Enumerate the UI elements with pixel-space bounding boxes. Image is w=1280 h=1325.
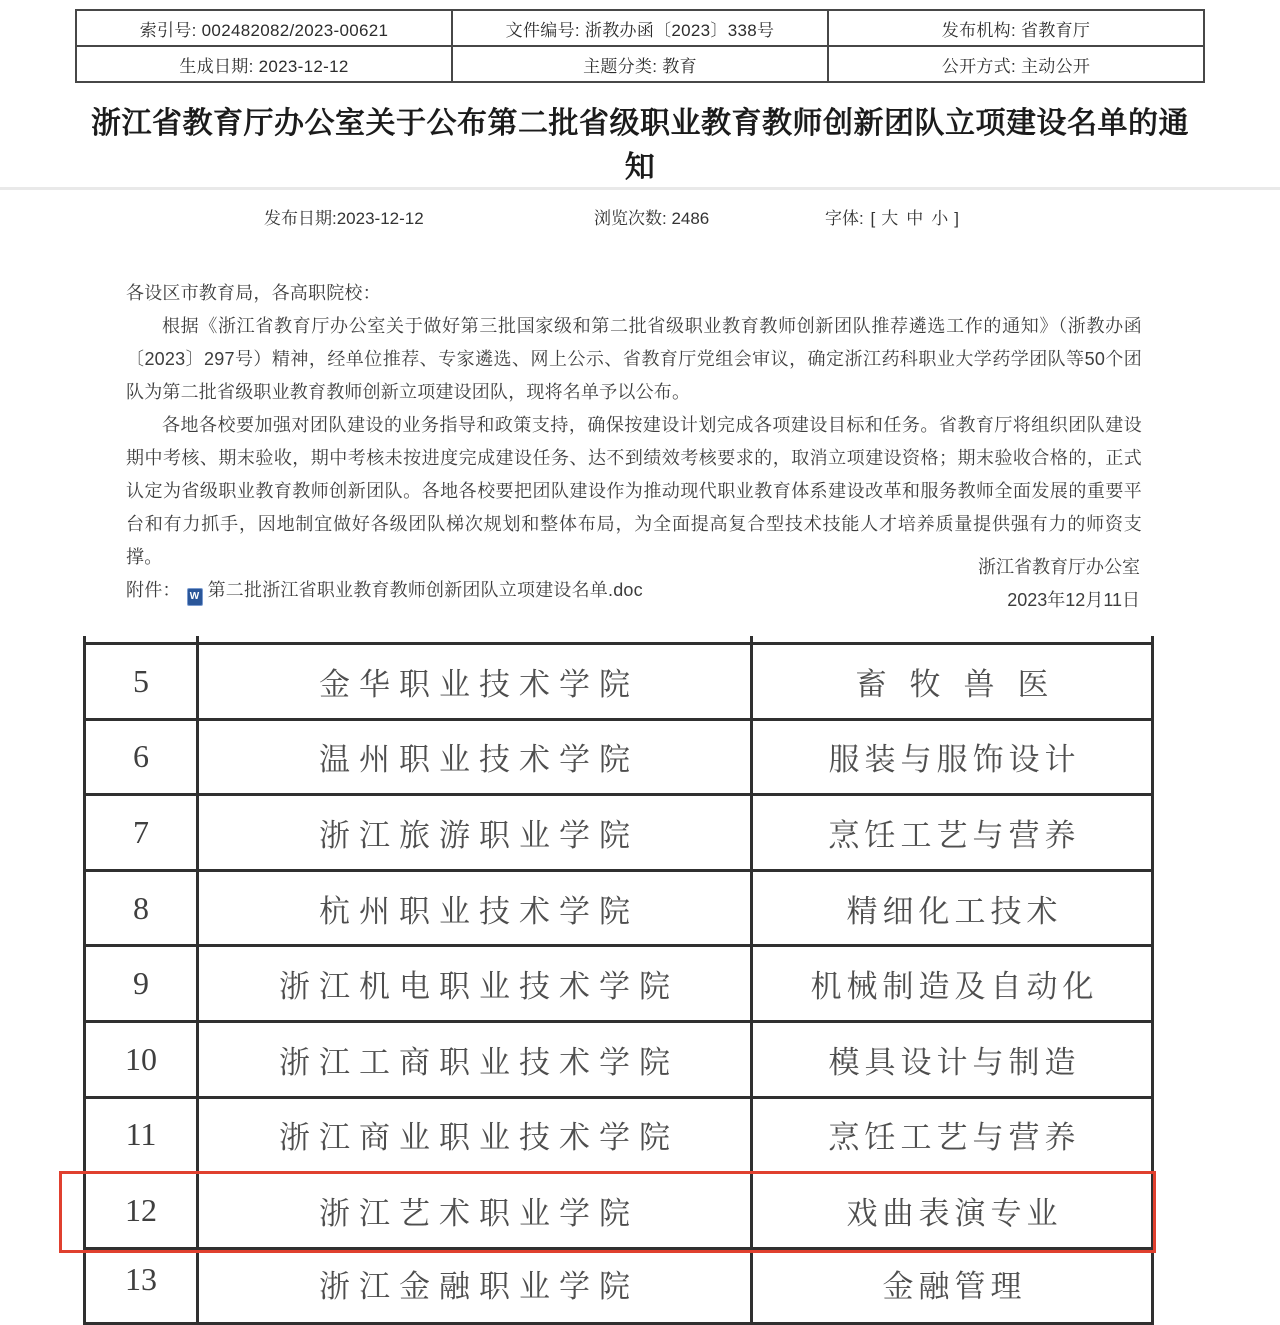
school-cell-row-8: 杭州职业技术学院 <box>199 872 753 948</box>
salutation: 各设区市教育局，各高职院校： <box>126 283 381 303</box>
row-12-highlight-box <box>59 1171 1156 1253</box>
table-top-stub <box>199 636 753 645</box>
document-meta-table <box>75 9 1205 83</box>
row-number-cell-row-10: 10 <box>83 1023 199 1099</box>
major-cell-row-9: 机械制造及自动化 <box>753 947 1154 1023</box>
row-number-cell-row-8: 8 <box>83 872 199 948</box>
row-number-cell-row-13: 13 <box>83 1250 199 1325</box>
row-number-cell-row-12: 12 <box>83 1174 199 1250</box>
font-size-bracket-open: [ <box>870 209 876 228</box>
meta-topic-category: 主题分类: 教育 <box>453 47 829 83</box>
page-title-line1: 浙江省教育厅办公室关于公布第二批省级职业教育教师创新团队立项建设名单的通 <box>91 107 1189 140</box>
school-cell-row-13: 浙江金融职业学院 <box>199 1250 753 1325</box>
font-size-bracket-close: ] <box>954 209 959 228</box>
font-size-control <box>825 204 961 229</box>
font-size-large-button[interactable]: 大 <box>881 209 899 228</box>
row-number-cell-row-11: 11 <box>83 1099 199 1175</box>
signature-date: 2023年12月11日 <box>1007 590 1140 610</box>
font-size-label: 字体: <box>825 209 864 228</box>
school-cell-row-11: 浙江商业职业技术学院 <box>199 1099 753 1175</box>
school-cell-row-9: 浙江机电职业技术学院 <box>199 947 753 1023</box>
page-title-line2: 知 <box>624 151 656 184</box>
school-cell-row-6: 温州职业技术学院 <box>199 721 753 797</box>
school-cell-row-10: 浙江工商职业技术学院 <box>199 1023 753 1099</box>
major-cell-row-11: 烹饪工艺与营养 <box>753 1099 1154 1175</box>
publish-date: 发布日期:2023-12-12 <box>264 209 424 228</box>
attachment-label: 附件： <box>126 580 181 600</box>
major-cell-row-7: 烹饪工艺与营养 <box>753 796 1154 872</box>
font-size-medium-button[interactable]: 中 <box>906 209 924 228</box>
view-count: 浏览次数: 2486 <box>594 209 710 228</box>
row-number-cell-row-6: 6 <box>83 721 199 797</box>
attachment-doc-link[interactable]: 第二批浙江省职业教育教师创新团队立项建设名单.doc <box>207 580 643 600</box>
row-number-cell-row-5: 5 <box>83 645 199 721</box>
major-cell-row-5: 畜牧兽医 <box>753 645 1154 721</box>
major-cell-row-13: 金融管理 <box>753 1250 1154 1325</box>
row-number-cell-row-7: 7 <box>83 796 199 872</box>
meta-index-number: 索引号: 002482082/2023-00621 <box>77 11 453 47</box>
school-cell-row-7: 浙江旅游职业学院 <box>199 796 753 872</box>
page-title <box>90 102 1190 190</box>
meta-file-number: 文件编号: 浙教办函〔2023〕338号 <box>453 11 829 47</box>
signature-block <box>640 551 1140 617</box>
meta-disclosure-method: 公开方式: 主动公开 <box>829 47 1205 83</box>
major-cell-row-10: 模具设计与制造 <box>753 1023 1154 1099</box>
word-doc-icon: W <box>187 588 203 606</box>
meta-issuing-agency: 发布机构: 省教育厅 <box>829 11 1205 47</box>
table-top-stub <box>753 636 1154 645</box>
major-cell-row-8: 精细化工技术 <box>753 872 1154 948</box>
paragraph-requirements: 各地各校要加强对团队建设的业务指导和政策支持，确保按建设计划完成各项建设目标和任务。省教育厅将组织团队建设期中考核、期末验收，期中考核未按进度完成建设任务、达不到绩效考核要求的，取消立项建设资格；期末验收合格的，正式认定为省级职业教育教师创新团队。各地各校要把团队建设作为推动现代职业教育体系建设改革和服务教师全面发展的重要平台和有力抓手，因地制宜做好各级团队梯次规划和整体布局，为全面提高复合型技术技能人才培养质量提供强有力的师资支撑。 <box>126 415 1142 567</box>
school-cell-row-12: 浙江艺术职业学院 <box>199 1174 753 1250</box>
major-cell-row-12: 戏曲表演专业 <box>753 1174 1154 1250</box>
signature-org: 浙江省教育厅办公室 <box>978 557 1140 577</box>
title-divider <box>0 187 1280 190</box>
paragraph-basis: 根据《浙江省教育厅办公室关于做好第三批国家级和第二批省级职业教育教师创新团队推荐遴选工作的通知》（浙教办函〔2023〕297号）精神，经单位推荐、专家遴选、网上公示、省教育厅党组会审议，确定浙江药科职业大学药学团队等50个团队为第二批省级职业教育教师创新立项建设团队，现将名单予以公布。 <box>126 316 1142 402</box>
school-cell-row-5: 金华职业技术学院 <box>199 645 753 721</box>
info-bar <box>0 204 1280 228</box>
table-top-stub <box>83 636 199 645</box>
row-number-cell-row-9: 9 <box>83 947 199 1023</box>
meta-creation-date: 生成日期: 2023-12-12 <box>77 47 453 83</box>
font-size-small-button[interactable]: 小 <box>931 209 949 228</box>
major-cell-row-6: 服装与服饰设计 <box>753 721 1154 797</box>
